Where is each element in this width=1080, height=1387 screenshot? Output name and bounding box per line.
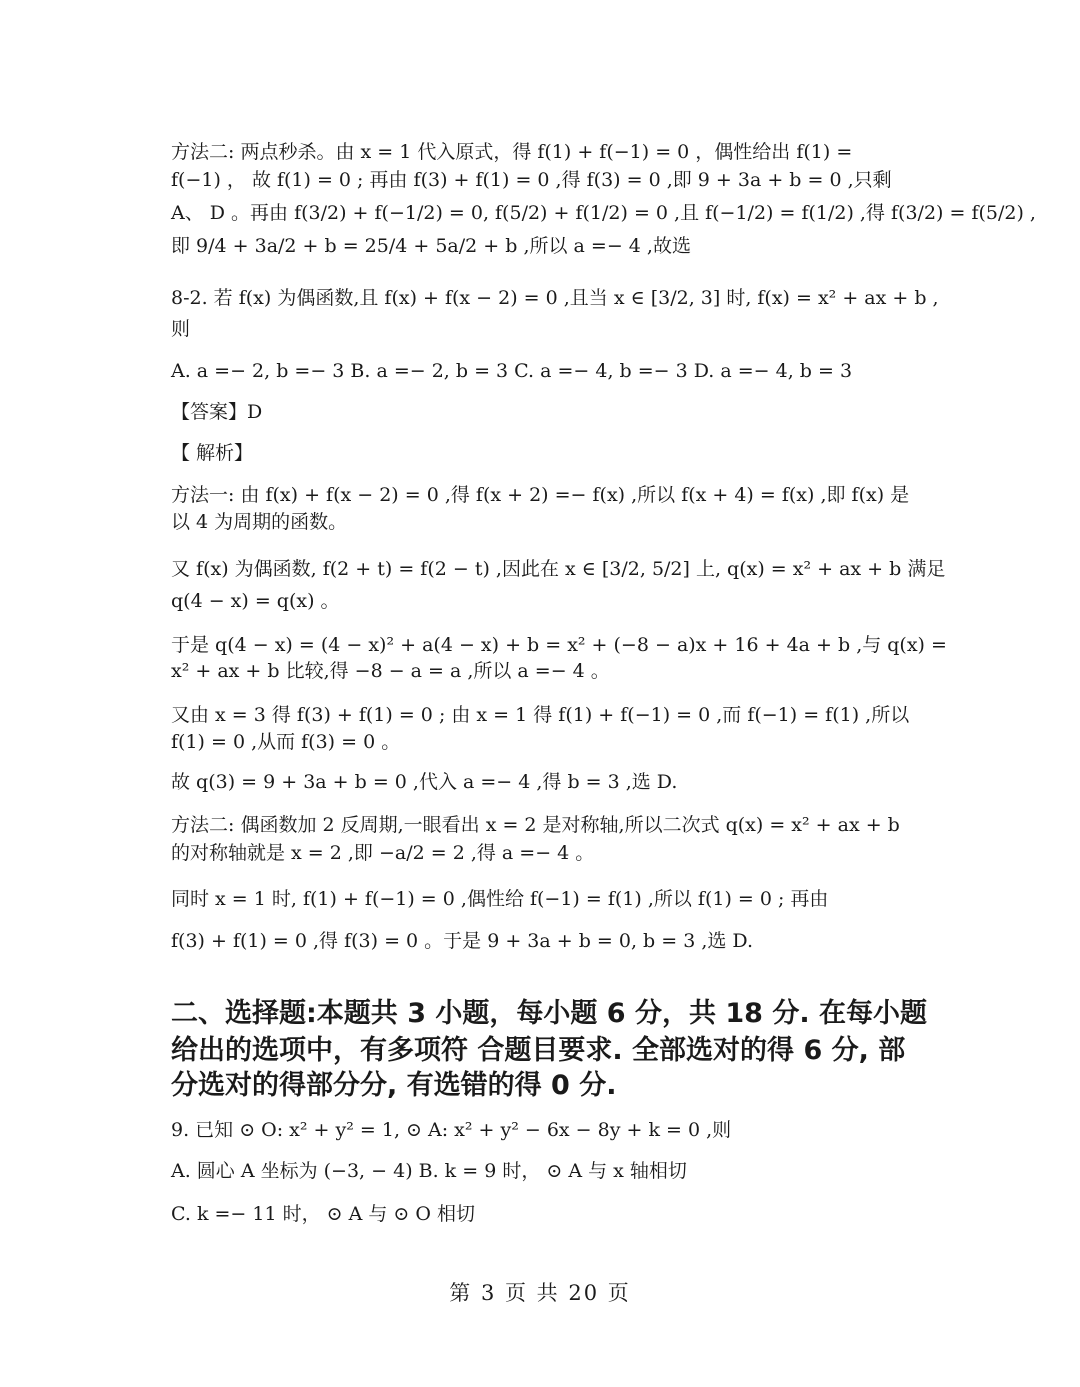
text-line: 于是 q(4 − x) = (4 − x)² + a(4 − x) + b = x² + (−8 − a)x + 16 + 4a + b ,与 q(x) =: [171, 634, 947, 656]
text-line: q(4 − x) = q(x) 。: [171, 590, 340, 612]
analysis-label: 【 解析】: [171, 442, 254, 464]
question-8-2-stem-cont: 则: [171, 318, 191, 340]
answer-label: 【答案】D: [171, 401, 263, 423]
text-line: f(1) = 0 ,从而 f(3) = 0 。: [171, 731, 401, 753]
text-line: f(3) + f(1) = 0 ,得 f(3) = 0 。于是 9 + 3a + b = 0, b = 3 ,选 D.: [171, 930, 754, 952]
section-heading-line: 二、选择题:本题共 3 小题，每小题 6 分，共 18 分. 在每小题: [171, 998, 927, 1029]
text-line: 又 f(x) 为偶函数, f(2 + t) = f(2 − t) ,因此在 x ∈ [3/2, 5/2] 上, q(x) = x² + ax + b 满足: [171, 558, 946, 580]
text-line: 同时 x = 1 时, f(1) + f(−1) = 0 ,偶性给 f(−1) = f(1) ,所以 f(1) = 0 ; 再由: [171, 888, 829, 910]
page-footer: 第 3 页 共 20 页: [449, 1281, 631, 1305]
question-9-options: A. 圆心 A 坐标为 (−3, − 4) B. k = 9 时， ⊙ A 与 x 轴相切: [171, 1160, 687, 1182]
text-line: 即 9/4 + 3a/2 + b = 25/4 + 5a/2 + b ,所以 a =− 4 ,故选: [171, 235, 691, 257]
question-9-stem: 9. 已知 ⊙ O: x² + y² = 1, ⊙ A: x² + y² − 6x − 8y + k = 0 ,则: [171, 1119, 732, 1141]
text-line: 又由 x = 3 得 f(3) + f(1) = 0 ; 由 x = 1 得 f(1) + f(−1) = 0 ,而 f(−1) = f(1) ,所以: [171, 704, 910, 726]
question-8-2-stem: 8-2. 若 f(x) 为偶函数,且 f(x) + f(x − 2) = 0 ,且当 x ∈ [3/2, 3] 时, f(x) = x² + ax + b ,: [171, 287, 939, 309]
text-line: 方法二: 两点秒杀。由 x = 1 代入原式，得 f(1) + f(−1) = 0 ，偶性给出 f(1) =: [171, 141, 853, 163]
section-heading-line: 分选对的得部分分, 有选错的得 0 分.: [171, 1070, 617, 1101]
text-line: 的对称轴就是 x = 2 ,即 −a/2 = 2 ,得 a =− 4 。: [171, 842, 595, 864]
text-line: 故 q(3) = 9 + 3a + b = 0 ,代入 a =− 4 ,得 b = 3 ,选 D.: [171, 771, 678, 793]
question-8-2-options: A. a =− 2, b =− 3 B. a =− 2, b = 3 C. a =− 4, b =− 3 D. a =− 4, b = 3: [171, 360, 853, 382]
text-line: A、 D 。再由 f(3/2) + f(−1/2) = 0, f(5/2) + f(1/2) = 0 ,且 f(−1/2) = f(1/2) ,得 f(3/2) = f(5/2) ,: [171, 202, 1036, 224]
text-line: 方法二: 偶函数加 2 反周期,一眼看出 x = 2 是对称轴,所以二次式 q(x) = x² + ax + b: [171, 814, 900, 836]
text-line: f(−1) ， 故 f(1) = 0 ; 再由 f(3) + f(1) = 0 ,得 f(3) = 0 ,即 9 + 3a + b = 0 ,只剩: [171, 169, 892, 191]
text-line: 以 4 为周期的函数。: [171, 511, 348, 533]
question-9-options: C. k =− 11 时， ⊙ A 与 ⊙ O 相切: [171, 1203, 475, 1225]
text-line: x² + ax + b 比较,得 −8 − a = a ,所以 a =− 4 。: [171, 660, 610, 682]
text-line: 方法一: 由 f(x) + f(x − 2) = 0 ,得 f(x + 2) =− f(x) ,所以 f(x + 4) = f(x) ,即 f(x) 是: [171, 484, 910, 506]
section-heading-line: 给出的选项中，有多项符 合题目要求. 全部选对的得 6 分, 部: [171, 1035, 906, 1066]
